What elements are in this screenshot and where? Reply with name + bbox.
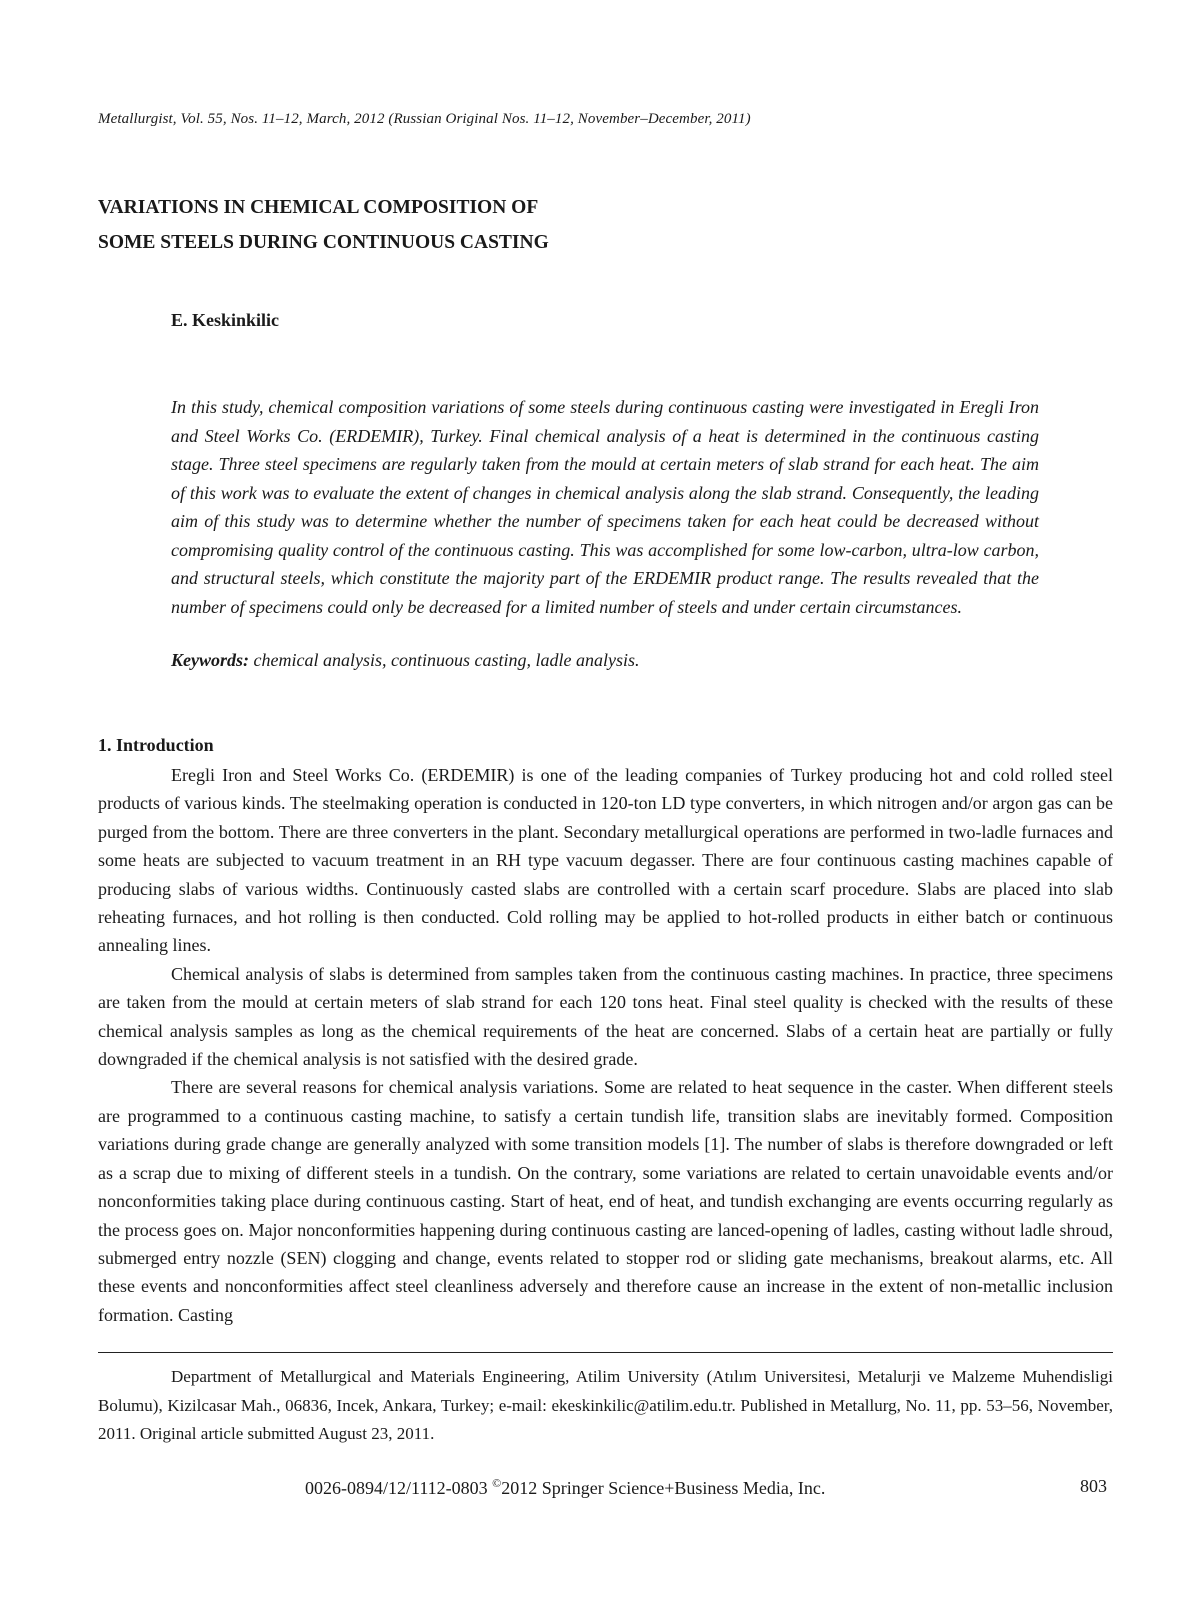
publisher-text: 2012 Springer Science+Business Media, Inc. bbox=[501, 1478, 826, 1498]
keywords-label: Keywords: bbox=[171, 650, 249, 670]
body-paragraph: There are several reasons for chemical analysis variations. Some are related to heat sequence in the caster. When different steels are programmed to a continuous casting machine, to satisfy a certain tundish life, transition slabs are inevitably formed. Composition variations during grade change are generally analyzed with some transition models [1]. The number of slabs is therefore downgraded or left as a scrap due to mixing of different steels in a tundish. On the contrary, some variations are related to certain unavoidable events and/or nonconformities taking place during continuous casting. Start of heat, end of heat, and tundish exchanging are events occurring regularly as the process goes on. Major nonconformities happening during continuous casting are lanced-opening of ladles, casting without ladle shroud, submerged entry nozzle (SEN) clogging and change, events related to stopper rod or sliding gate mechanisms, breakout alarms, etc. All these events and nonconformities affect steel cleanliness adversely and therefore cause an increase in the extent of non-metallic inclusion formation. Casting bbox=[98, 1077, 1113, 1325]
issn-code: 0026-0894/12/1112-0803 bbox=[305, 1478, 493, 1498]
title-line-1: VARIATIONS IN CHEMICAL COMPOSITION OF bbox=[98, 197, 539, 218]
footer-copyright bbox=[305, 1476, 825, 1499]
body-paragraph: Chemical analysis of slabs is determined from samples taken from the continuous casting machines. In practice, three specimens are taken from the mould at certain meters of slab strand for each 120 tons heat. Final steel quality is checked with the results of these chemical analysis samples as long as the chemical requirements of the heat are concerned. Slabs of a certain heat are partially or fully downgraded if the chemical analysis is not satisfied with the desired grade. bbox=[98, 963, 1113, 1070]
copyright-symbol: © bbox=[492, 1476, 502, 1490]
author-name: E. Keskinkilic bbox=[171, 310, 280, 330]
keywords bbox=[171, 650, 1039, 671]
title-line-2: SOME STEELS DURING CONTINUOUS CASTING bbox=[98, 232, 549, 253]
keywords-text: chemical analysis, continuous casting, ladle analysis. bbox=[249, 650, 640, 670]
introduction-body bbox=[98, 761, 1113, 1329]
section-heading-introduction: 1. Introduction bbox=[98, 735, 214, 755]
page-number: 803 bbox=[1080, 1476, 1107, 1496]
footnote-divider bbox=[98, 1352, 1113, 1353]
journal-citation: Metallurgist, Vol. 55, Nos. 11–12, March, 2012 (Russian Original Nos. 11–12, November–December, 2011) bbox=[98, 111, 751, 127]
affiliation-footnote: Department of Metallurgical and Materials Engineering, Atilim University (Atılım Universitesi, Metalurji ve Malzeme Muhendisligi Bolumu), Kizilcasar Mah., 06836, Incek, Ankara, Turkey; e-mail: ekeskinkilic@atilim.edu.tr. Published in Metallurg, No. 11, pp. 53–56, November, 2011. Original article submitted August 23, 2011. bbox=[98, 1367, 1113, 1443]
body-paragraph: Eregli Iron and Steel Works Co. (ERDEMIR) is one of the leading companies of Turkey producing hot and cold rolled steel products of various kinds. The steelmaking operation is conducted in 120-ton LD type converters, in which nitrogen and/or argon gas can be purged from the bottom. There are three converters in the plant. Secondary metallurgical operations are performed in two-ladle furnaces and some heats are subjected to vacuum treatment in an RH type vacuum degasser. There are four continuous casting machines capable of producing slabs of various widths. Continuously casted slabs are controlled with a certain scarf procedure. Slabs are placed into slab reheating furnaces, and hot rolling is then conducted. Cold rolling may be applied to hot-rolled products in either batch or continuous annealing lines. bbox=[98, 765, 1113, 956]
article-title bbox=[98, 190, 1098, 260]
abstract: In this study, chemical composition variations of some steels during continuous casting were investigated in Eregli Iron and Steel Works Co. (ERDEMIR), Turkey. Final chemical analysis of a heat is determined in the continuous casting stage. Three steel specimens are regularly taken from the mould at certain meters of slab strand for each heat. The aim of this work was to evaluate the extent of changes in chemical analysis along the slab strand. Consequently, the leading aim of this study was to determine whether the number of specimens taken for each heat could be decreased without compromising quality control of the continuous casting. This was accomplished for some low-carbon, ultra-low carbon, and structural steels, which constitute the majority part of the ERDEMIR product range. The results revealed that the number of specimens could only be decreased for a limited number of steels and under certain circumstances. bbox=[171, 397, 1039, 617]
